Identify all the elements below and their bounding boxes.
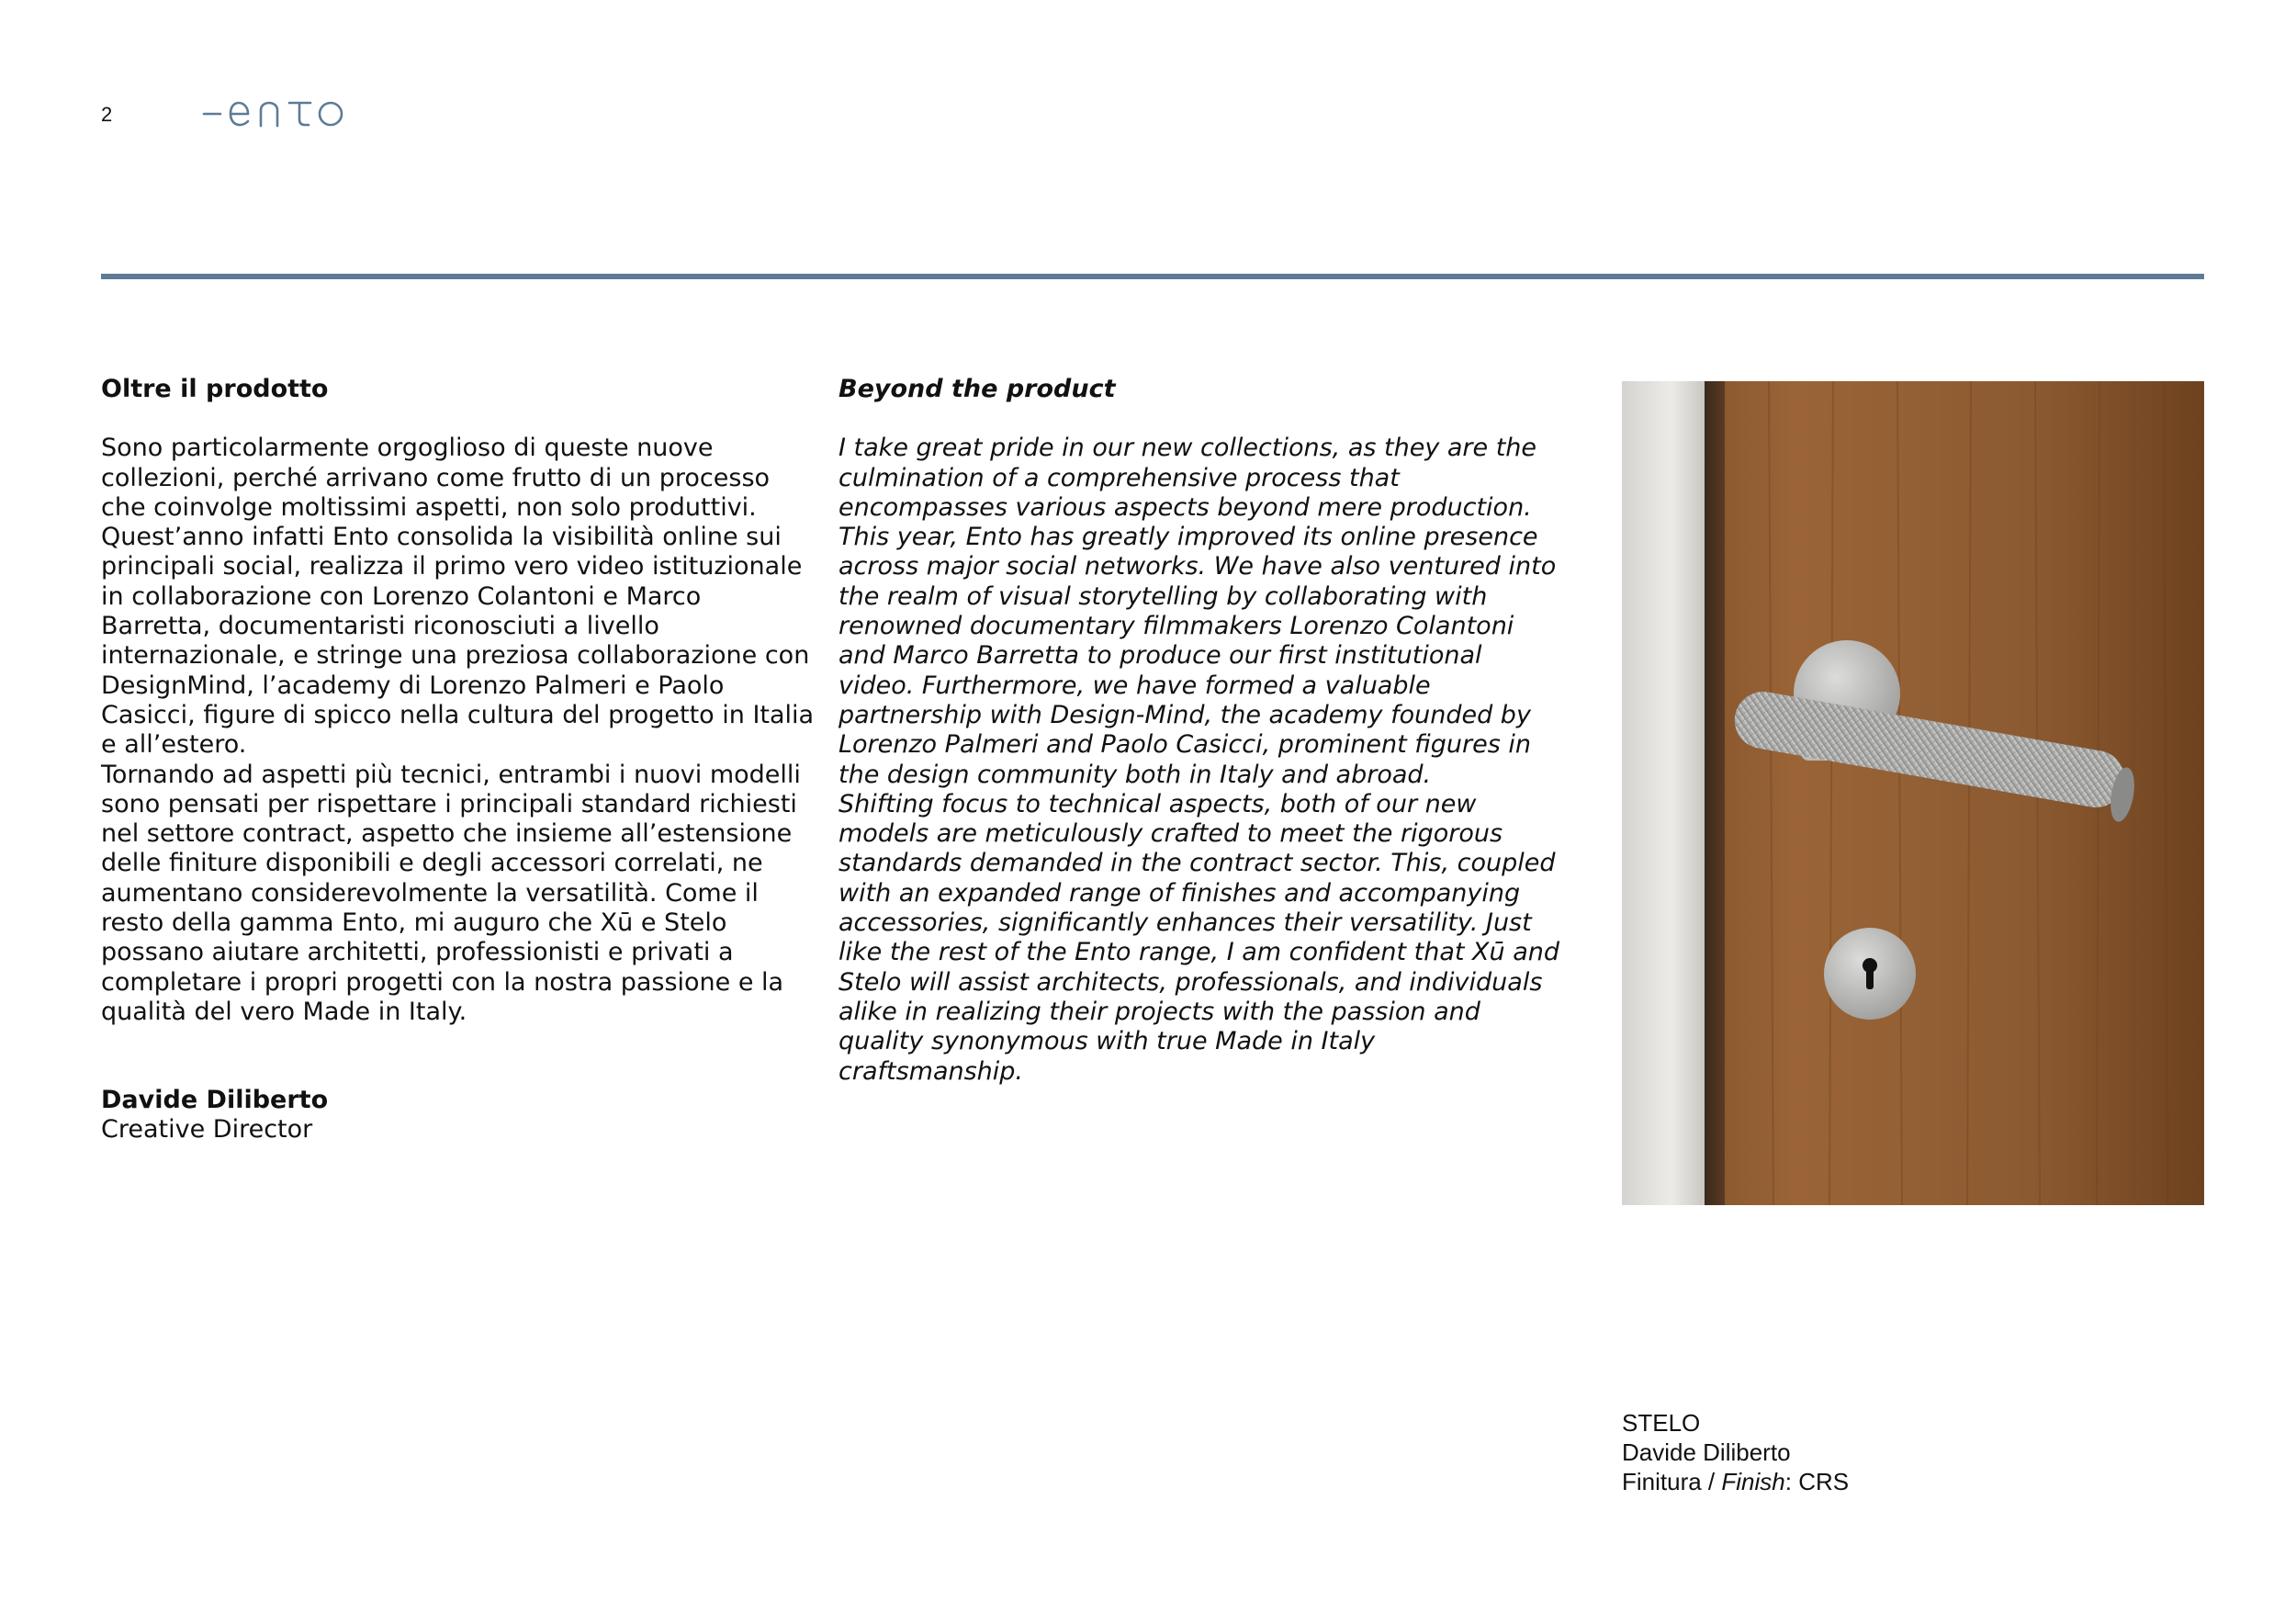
caption-finish-value: : CRS (1784, 1468, 1850, 1495)
english-paragraph: Shifting focus to technical aspects, both of our new models are meticulously crafted to meet the rigorous standards demanded in the contract sector. This, coupled with an expanded range of finishes and accompanying accessories, significantly enhances their versatility. Just like the rest of the Ento range, I am confident that Xū and Stelo will assist architects, professionals, and individuals alike in realizing their projects with the passion and quality synonymous with true Made in Italy craftsmanship. (838, 789, 1560, 1086)
header-divider (101, 274, 2204, 279)
caption-finish-label-en: Finish (1721, 1468, 1785, 1495)
caption-designer: Davide Diliberto (1622, 1438, 1791, 1466)
english-heading: Beyond the product (838, 375, 1116, 403)
italian-column (101, 375, 817, 1027)
ento-logo (202, 92, 349, 134)
caption-finish-label-it: Finitura / (1622, 1468, 1716, 1495)
english-column (838, 375, 1564, 1087)
page-number: 2 (101, 103, 113, 126)
italian-heading: Oltre il prodotto (101, 375, 329, 403)
caption-finish (1622, 1467, 1849, 1496)
italian-paragraph: Sono particolarmente orgoglioso di queste nuove collezioni, perché arrivano come frutto di un processo che coinvolge moltissimi aspetti, non solo produttivi. Quest’anno infatti Ento consolida la visibilità online sui principali social, realizza il primo vero video istituzionale in collaborazione con Lorenzo Colantoni e Marco Barretta, documentaristi riconosciuti a livello internazionale, e stringe una preziosa collaborazione con DesignMind, l’academy di Lorenzo Palmeri e Paolo Casicci, figure di spicco nella cultura del progetto in Italia e all’estero. (101, 434, 815, 760)
product-caption (1622, 1408, 1849, 1496)
caption-product: STELO (1622, 1409, 1701, 1437)
signature-role: Creative Director (101, 1115, 313, 1145)
italian-paragraph: Tornando ad aspetti più tecnici, entrambi i nuovi modelli sono pensati per rispettare i principali standard richiesti nel settore contract, aspetto che insieme all’estensione delle finiture disponibili e degli accessori correlati, ne aumentano considerevolmente la versatilità. Come il resto della gamma Ento, mi auguro che Xū e Stelo possano aiutare architetti, professionisti e privati a completare i propri progetti con la nostra passione e la qualità del vero Made in Italy. (101, 760, 801, 1026)
signature-name: Davide Diliberto (101, 1086, 329, 1114)
signature (101, 1086, 328, 1145)
english-paragraph: I take great pride in our new collections, as they are the culmination of a comprehensive process that encompasses various aspects beyond mere production. This year, Ento has greatly improved its online presence across major social networks. We have also ventured into the realm of visual storytelling by collaborating with renowned documentary filmmakers Lorenzo Colantoni and Marco Barretta to produce our first institutional video. Furthermore, we have formed a valuable partnership with Design-Mind, the academy founded by Lorenzo Palmeri and Paolo Casicci, prominent figures in the design community both in Italy and abroad. (838, 434, 1557, 789)
product-photo (1622, 381, 2204, 1205)
